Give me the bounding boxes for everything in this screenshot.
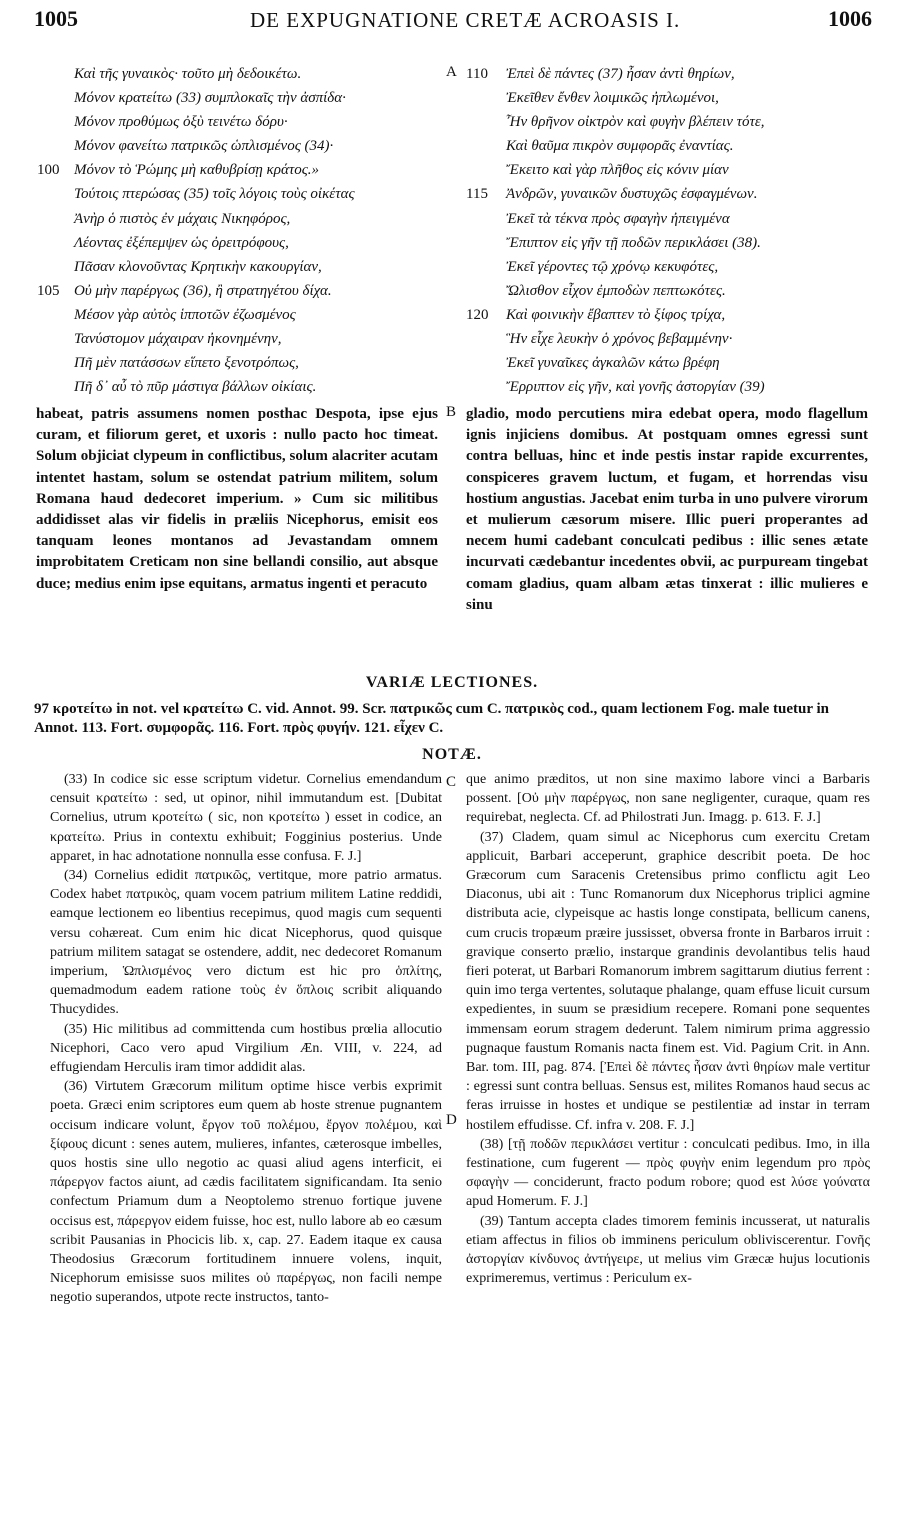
variae-heading: VARIÆ LECTIONES. xyxy=(365,674,539,691)
verse-line xyxy=(74,86,454,110)
verse-text: Καὶ τῆς γυναικὸς· τοῦτο μὴ δεδοικέτω. xyxy=(74,66,302,82)
verse-line xyxy=(506,207,886,231)
verse-line xyxy=(506,327,886,351)
verse-text: Μόνον φανείτω πατρικῶς ὡπλισμένος (34)· xyxy=(74,138,334,155)
verse-text: Ἔπιπτον εἰς γῆν τῇ ποδῶν περικλάσει (38). xyxy=(506,234,761,251)
page-number-right: 1006 xyxy=(828,6,872,31)
verse-line xyxy=(506,375,886,399)
verse-line xyxy=(506,110,886,134)
verse-text: Τανύστομον μάχαιραν ἠκονημένην, xyxy=(74,331,282,348)
verse-text: Τούτοις πτερώσας (35) τοῖς λόγοις τοὺς οἰκέτας xyxy=(74,186,355,203)
verse-text: Ὤλισθον εἶχον ἐμποδὼν πεπτωκότες. xyxy=(506,282,726,299)
note-33: (33) In codice sic esse scriptum videtur. Cornelius emendandum censuit κρατείτω : sed, ut opinor, nihil immutandum est. [Dubitat Cornelius, utrum κροτείτω ( sic, non κροτείτω ) esset in codice, an κρατείτω. Prius in contextu exhibuit; Fogginius posterius. Unde apparet, in hac adnotatione nonnulla esse confusa. F. J.] xyxy=(50,772,442,864)
margin-letter-c: C xyxy=(446,774,457,790)
line-number: 115 xyxy=(466,186,488,203)
note-34: (34) Cornelius edidit πατρικῶς, vertitque, more patrio armatus. Codex habet πατρικὸς, quam vocem patrium militem Latine reddidi, eamque lectionem eo libentius recepimus, quod magis cum sequenti versu cohæreat. Cum enim hic dicat Nicephorus, quod quisque patrium militem satagat se ostendere, addit, nec dedecoret Romanum imperium, Ὡπλισμένος vero dictum est hic pro ὁπλίτης, quemadmodum eadem ratione τοὺς ἐν ὅπλοις scribit aliquando Thucydides. xyxy=(50,868,442,1018)
running-title: DE EXPUGNATIONE CRETÆ ACROASIS I. xyxy=(250,8,681,32)
verse-text: Ἔκειτο καὶ γὰρ πλῆθος εἰς κόνιν μίαν xyxy=(506,162,729,179)
line-number: 120 xyxy=(466,306,489,323)
margin-letter-d: D xyxy=(446,1112,457,1128)
verse-text: Ἔρριπτον εἰς γῆν, καὶ γονῆς ἀστοργίαν (39) xyxy=(506,379,765,396)
verse-text: Πῆ μὲν πατάσσων εἵπετο ξενοτρόπως, xyxy=(74,355,299,372)
verse-line xyxy=(506,351,886,375)
verse-line xyxy=(506,158,886,182)
verse-text: Ἀνδρῶν, γυναικῶν δυστυχῶς ἐσφαγμένων. xyxy=(506,186,758,203)
verse-line xyxy=(74,231,454,255)
verse-line xyxy=(466,303,886,327)
verse-text: Πῆ δ᾽ αὖ τὸ πῦρ μάστιγα βάλλων οἰκίαις. xyxy=(74,379,317,396)
verse-text: Μόνον τὸ Ῥώμης μὴ καθυβρίσῃ κράτος.» xyxy=(74,162,320,179)
greek-verse-right xyxy=(466,62,886,399)
translation-right: gladio, modo percutiens mira edebat opera, modo flagellum ignis injiciens domibus. At postquam omnes egressi sunt contra belluas, hinc et inde pestis instar rapide excurrentes, conspiceres gravem luctum, et fugam, et horrendas visu hostium angustias. Jacebat enim turba in uno pulvere virorum et mulierum cæsorum misere. Illic pueri properantes ad necem humi cadebant conculcati pedibus : illic senes ætate incurvati cædebantur incedentes obvii, ac purpuream tingebat comam gladius, quam albam ætas tinxerat : illic mulieres e sinu xyxy=(466,406,868,613)
verse-line xyxy=(74,62,454,86)
translation-left: habeat, patris assumens nomen posthac Despota, ipse ejus curam, et filiorum geret, et uxoris : nullo pacto hoc timeat. Solum objiciat clypeum in conflictibus, solum alacriter acutam intentet hastam, solum se ostendat patrium militem, solum Romana haud dedecoret imperium. » Cum sic militibus addidisset alas vir fidelis in præliis Nicephorus, emisit eos tanquam leones montanos ad Jevastandam omnem improbitatem Creticam non sine bellandi consilio, aut absque duce; medius enim ipse equitans, armatus ingenti et peracuto xyxy=(36,406,438,592)
verse-line xyxy=(74,327,454,351)
verse-line xyxy=(506,86,886,110)
greek-verse-left xyxy=(37,62,454,399)
verse-line xyxy=(74,303,454,327)
verse-line xyxy=(74,110,454,134)
verse-line xyxy=(37,279,454,303)
line-number: 105 xyxy=(37,282,60,299)
verse-text: Μόνον προθύμως ὀξὺ τεινέτω δόρυ· xyxy=(74,114,288,131)
verse-text: Ἐκεῖθεν ἔνθεν λοιμικῶς ἠπλωμένοι, xyxy=(506,90,719,107)
verse-text: Ἐκεῖ γυναῖκες ἀγκαλῶν κάτω βρέφη xyxy=(506,355,720,372)
verse-text: Λέοντας ἐξέπεμψεν ὡς ὀρειτρόφους, xyxy=(74,234,289,251)
verse-line xyxy=(74,207,454,231)
verse-text: Ἐπεὶ δὲ πάντες (37) ἦσαν ἀντὶ θηρίων, xyxy=(506,66,735,82)
margin-letter-a: A xyxy=(446,64,457,80)
notes-left-column xyxy=(50,770,442,1308)
verse-line xyxy=(74,182,454,206)
note-36-continued: que animo præditos, ut non sine maximo labore vinci a Barbaris possent. [Οὐ μὴν παρέργως, non sane negligenter, curaque, quam res requirebat, neglecta. Cf. ad Philostrati Jun. Imagg. p. 613. F. J.] xyxy=(466,772,870,826)
verse-line xyxy=(74,255,454,279)
verse-line xyxy=(74,134,454,158)
line-number: 100 xyxy=(37,162,60,179)
note-37: (37) Cladem, quam simul ac Nicephorus cum exercitu Cretam applicuit, Barbari acceperunt, graphice describit poeta. De hoc Græcorum cum Saracenis Cretensibus primo conflictu agit Leo Diaconus, ubi ait : Tunc Romanorum dux Nicephorus triplici agmine distributa acie, clypeisque ac hastis longe constipata, bellicum canens, cum crucis tropæum præire jussisset, obversa fronte in Barbaros irruit : gravique conserto prælio, instarque grandinis devolantibus telis haud fieri poterat, ut Barbari Romanorum imbrem sagittarum diutius ferrent : quin imo terga vertentes, solutaque phalange, quam effuse licuit cursum expedientes, in suum se præsidium recepere. Romani pone sequentes immensam eorum stragem dederunt. Talem nimirum prima aggressio pugnaque faustum Romanis nacta finem est. Vid. Pagium Crit. in Ann. Bar. tom. III, pag. 874. [Ἐπεὶ δὲ πάντες ἦσαν ἀντὶ θηρίων male vertitur : egressi sunt contra belluas. Sensus est, milites Romanos haud secus ac feras irruisse in hostes et undique se pestilentiæ ad instar in terram hostilem effudisse. Cf. infra v. 208. F. J.] xyxy=(466,829,870,1133)
verse-text: Οὐ μὴν παρέργως (36), ἢ στρατηγέτου δίχα. xyxy=(74,282,332,299)
verse-line xyxy=(37,158,454,182)
verse-text: Καὶ φοινικὴν ἔβαπτεν τὸ ξίφος τρίχα, xyxy=(506,306,726,323)
note-39: (39) Tantum accepta clades timorem feminis incusserat, ut naturalis etiam affectus in filios ob imminens periculum obliviscerentur. Γονῆς ἀστοργίαν κίνδυνος ἀντήγειρε, ut melius vim Græcæ hujus locutionis exprimeremus, vertimus : Periculum ex- xyxy=(466,1213,870,1287)
verse-text: Ἦν θρῆνον οἰκτρὸν καὶ φυγὴν βλέπειν τότε, xyxy=(506,114,765,131)
verse-line xyxy=(506,134,886,158)
verse-text: Ἐκεῖ τὰ τέκνα πρὸς σφαγὴν ἠπειγμένα xyxy=(506,210,730,227)
note-38: (38) [τῇ ποδῶν περικλάσει vertitur : conculcati pedibus. Imo, in illa festinatione, cum fugerent — πρὸς φυγὴν enim legendum pro πρὸς σφαγὴν — conciderunt, fracto podum robore; quod est λύσε γούνατα apud Homerum. F. J.] xyxy=(466,1136,870,1210)
verse-line xyxy=(466,62,886,86)
verse-text: Ἣν εἶχε λευκὴν ὁ χρόνος βεβαμμένην· xyxy=(506,331,733,348)
margin-letter-b: B xyxy=(446,404,457,420)
line-number: 110 xyxy=(466,66,488,82)
verse-line xyxy=(74,375,454,399)
verse-text: Μόνον κρατείτω (33) συμπλοκαῖς τὴν ἀσπίδα· xyxy=(74,90,346,107)
verse-line xyxy=(506,279,886,303)
notes-right-column xyxy=(466,770,870,1288)
verse-line xyxy=(466,182,886,206)
note-36: (36) Virtutem Græcorum militum optime hisce verbis exprimit poeta. Græci enim scriptores eum quem ab hoste strenue pugnantem occisum indicare volunt, ἔργον τοῦ πολέμου, ἔργον πολέμου, καὶ ξίφους dicunt : senes autem, mulieres, infantes, cæterosque imbelles, quos hostis sine ullo negotio ac quasi aliud agens interficit, ei πάρεργον factos aiunt, ad cædis facilitatem significandam. Ita senio confectum Priamum dum a Neoptolemo strenuo fortique juvene occisus est, πάρεργον eidem fuisse, hoc est, nullo labore ab eo cæsum scribit Pausanias in Phocicis lib. x, cap. 27. Eadem itaque ex causa Theodosius Græcorum fortitudinem innuere volens, inquit, Nicephorum emisisse suos milites οὐ παρέργως, non facili nempe negotio superandos, utpote recte instructos, tanto- xyxy=(50,1079,442,1306)
verse-text: Καὶ θαῦμα πικρὸν συμφορᾶς ἐναντίας. xyxy=(506,138,734,155)
notae-heading: NOTÆ. xyxy=(422,746,482,763)
verse-text: Ἀνὴρ ὁ πιστὸς ἐν μάχαις Νικηφόρος, xyxy=(74,210,291,227)
page-number-left: 1005 xyxy=(34,6,78,31)
verse-line xyxy=(74,351,454,375)
verse-text: Πᾶσαν κλονοῦντας Κρητικὴν κακουργίαν, xyxy=(74,258,322,275)
variae-lectiones: 97 κροτείτω in not. vel κρατείτω C. vid. Annot. 99. Scr. πατρικῶς cum C. πατρικὸς cod., quam lectionem Fog. male tuetur in Annot. 113. Fort. συμφορᾶς. 116. Fort. πρὸς φυγήν. 121. εἶχεν C. xyxy=(34,701,830,736)
verse-text: Ἐκεῖ γέροντες τῷ χρόνῳ κεκυφότες, xyxy=(506,258,719,275)
verse-line xyxy=(506,231,886,255)
verse-line xyxy=(506,255,886,279)
page-header xyxy=(0,6,904,36)
note-35: (35) Hic militibus ad committenda cum hostibus prœlia allocutio Nicephori, Caco vero apud Virgilium Æn. VIII, v. 224, ad effugiendam Herculis iram timor addidit alas. xyxy=(50,1021,442,1076)
verse-text: Μέσον γὰρ αὐτὸς ἱπποτῶν ἐζωσμένος xyxy=(74,306,296,323)
